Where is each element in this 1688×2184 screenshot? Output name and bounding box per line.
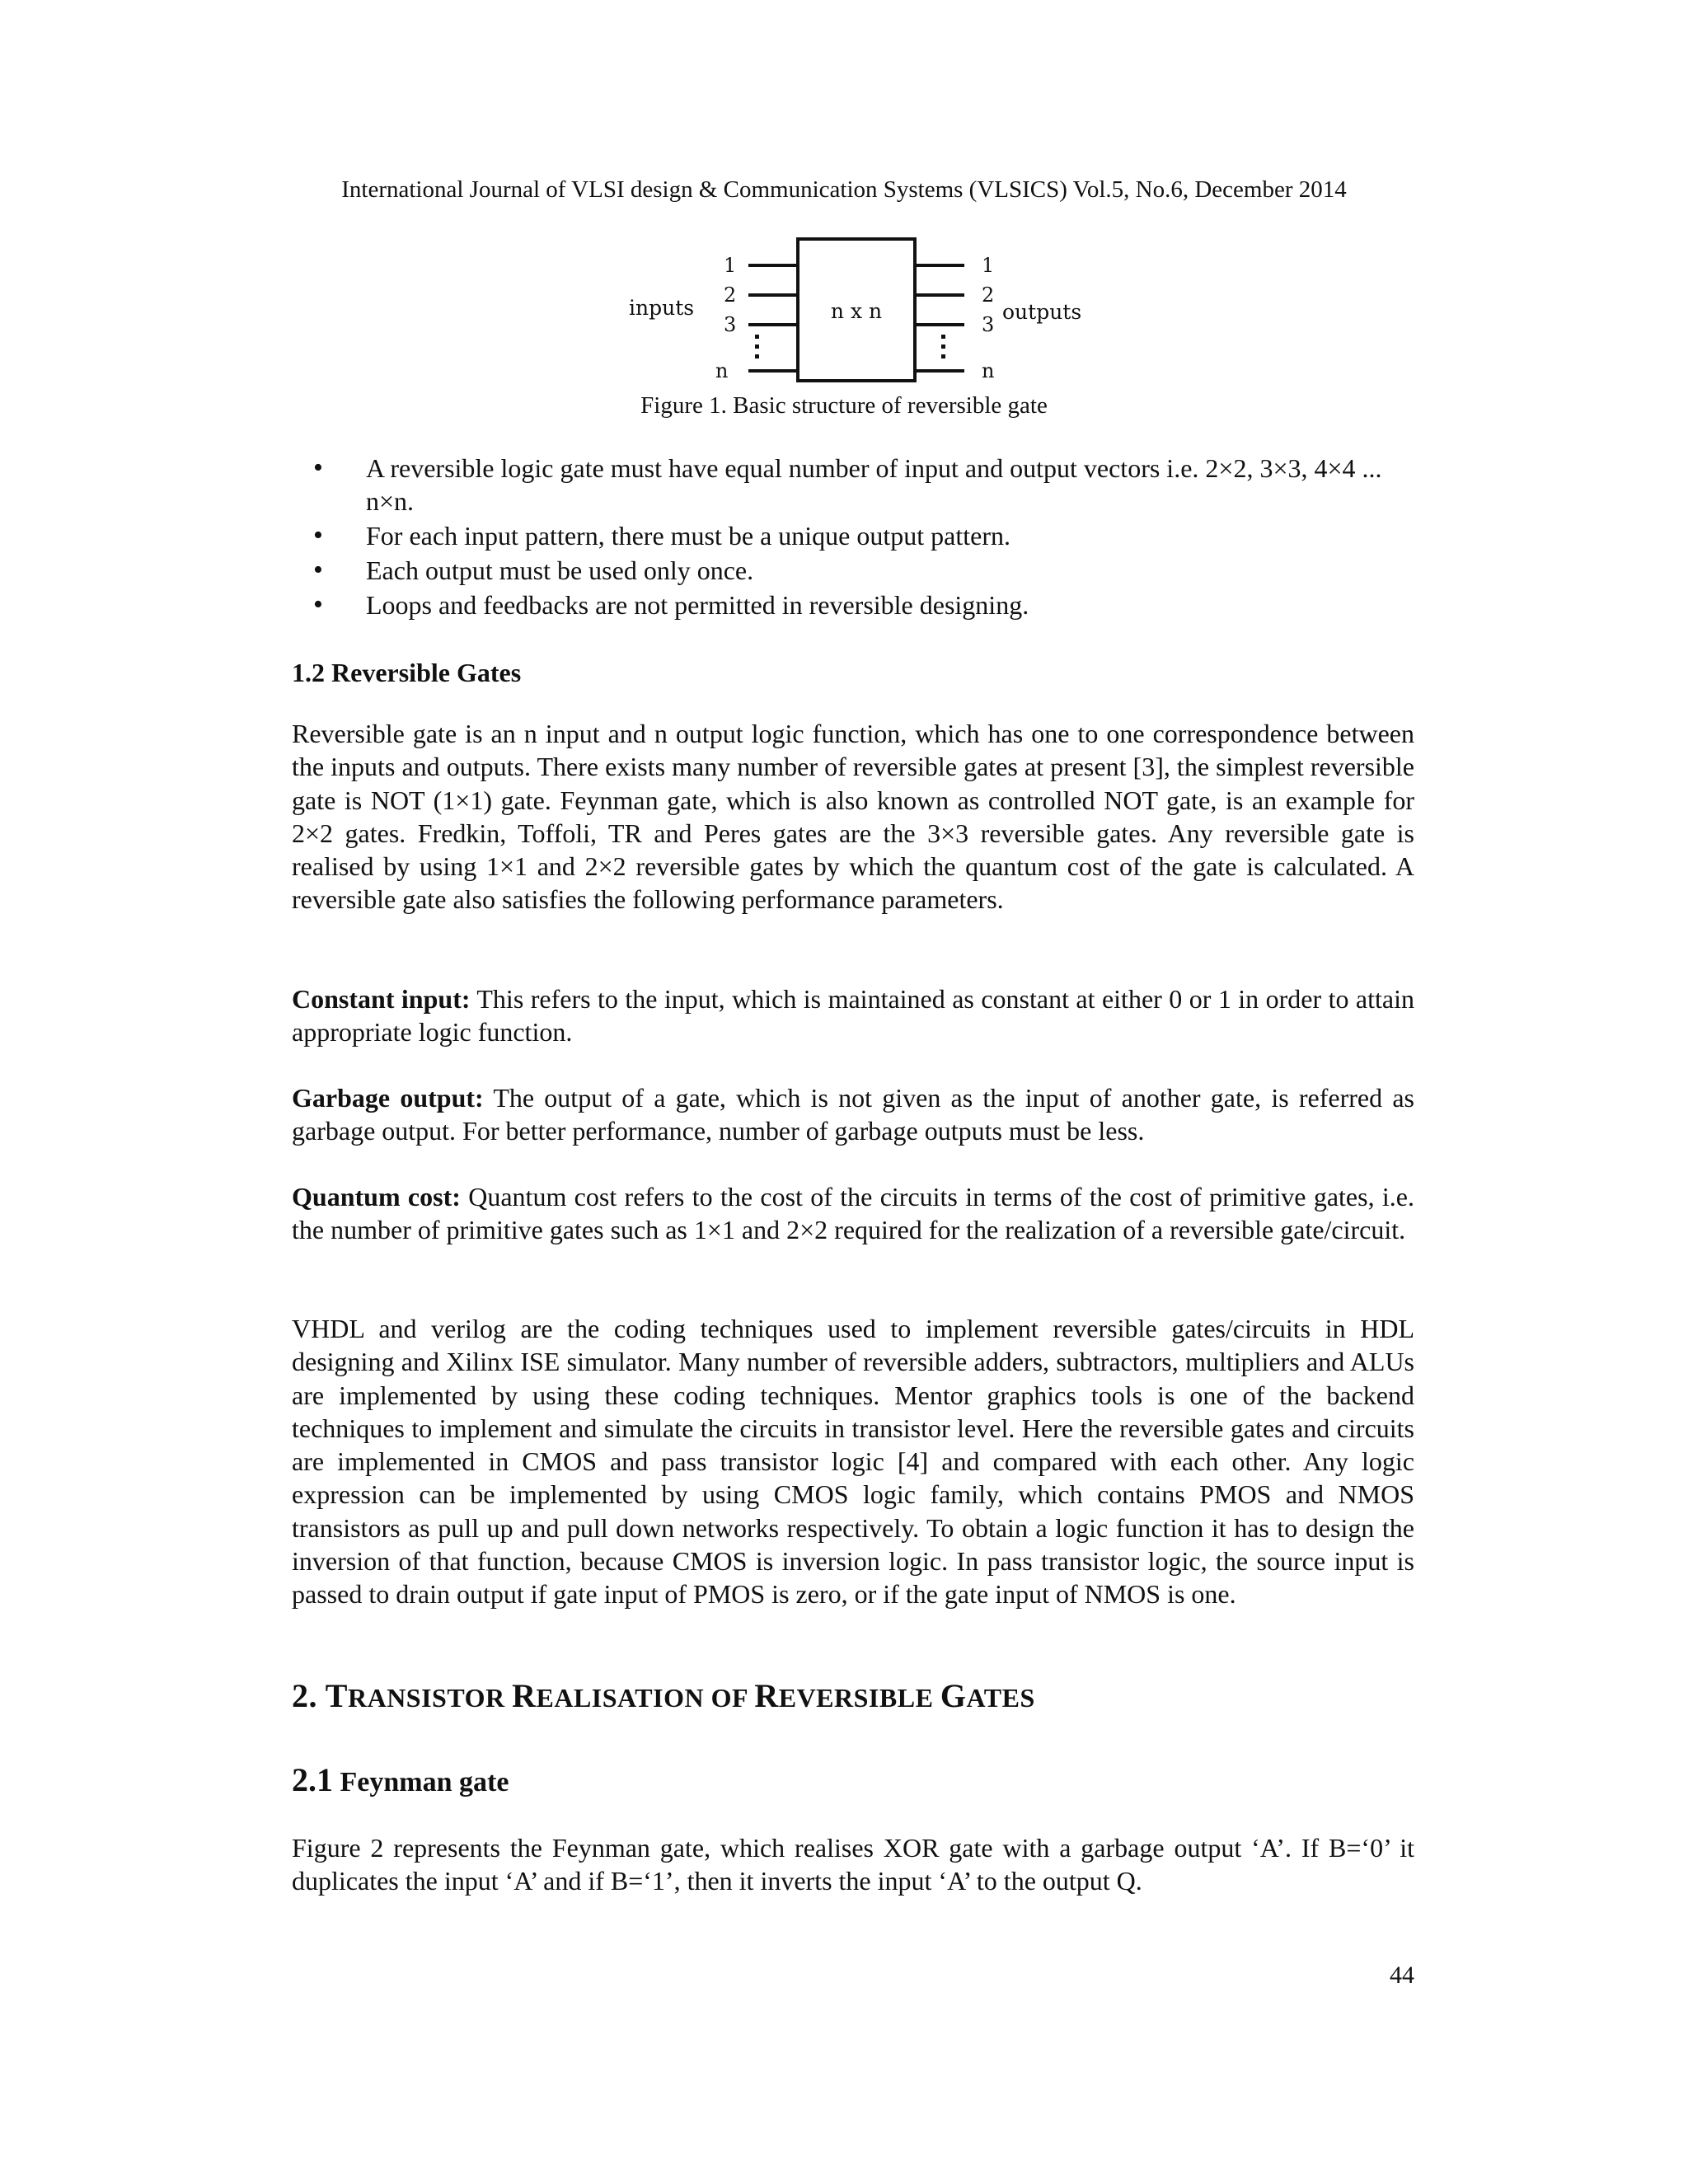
output-pin-2: 2 (982, 284, 995, 307)
figure-1-caption: Figure 1. Basic structure of reversible gate (640, 392, 1048, 419)
input-ellipsis-dots (755, 335, 759, 359)
section-1-2-heading: 1.2 Reversible Gates (292, 658, 522, 687)
outputs-label: outputs (1002, 300, 1082, 324)
bullet-icon: • (313, 589, 323, 620)
list-item: • Loops and feedbacks are not permitted in reversible designing. (313, 589, 1029, 620)
inputs-label: inputs (629, 296, 695, 320)
journal-header: International Journal of VLSI design & Communication Systems (VLSICS) Vol.5, No.6, December 2014 (341, 176, 1347, 203)
bullet-icon: • (313, 555, 323, 585)
input-pin-2: 2 (724, 284, 737, 307)
input-pin-3: 3 (724, 313, 737, 336)
output-pin-1: 1 (982, 254, 995, 277)
garbage-output-term: Garbage output: (292, 1083, 484, 1113)
section-2-heading: 2. TRANSISTOR REALISATION OF REVERSIBLE GATES (292, 1677, 1035, 1714)
output-pin-3: 3 (982, 313, 995, 336)
list-item: • Each output must be used only once. (313, 555, 754, 585)
quantum-cost-paragraph: Quantum cost: Quantum cost refers to the cost of the circuits in terms of the cost of primitive gates, i.e. the number of primitive gates such as 1×1 and 2×2 required for the realization of a reversible gate/circuit. (292, 1182, 1415, 1245)
page-number: 44 (1390, 1961, 1414, 1989)
constant-input-paragraph: Constant input: This refers to the input, which is maintained as constant at either 0 or 1 in order to attain appropriate logic function. (292, 984, 1415, 1047)
requirements-list (313, 452, 1414, 623)
section-2-1-heading: 2.1 Feynman gate (292, 1761, 509, 1798)
output-pin-n: n (982, 359, 995, 382)
bullet-icon: • (313, 520, 323, 551)
feynman-gate-paragraph: Figure 2 represents the Feynman gate, which realises XOR gate with a garbage output ‘A’. If B=‘0’ it duplicates the input ‘A’ and if B=‘1’, then it inverts the input ‘A’ to the output Q. (292, 1833, 1414, 1896)
bullet-icon: • (313, 452, 323, 483)
garbage-output-paragraph: Garbage output: The output of a gate, which is not given as the input of another gate, is referred as garbage output. For better performance, number of garbage outputs must be less. (292, 1083, 1415, 1146)
list-item: • For each input pattern, there must be a unique output pattern. (313, 520, 1010, 551)
gate-block-label: n x n (830, 299, 883, 323)
reversible-gates-paragraph: Reversible gate is an n input and n output logic function, which has one to one correspondence between the inputs and outputs. There exists many number of reversible gates at present [3], the simplest reversible gate is NOT (1×1) gate. Feynman gate, which is also known as controlled NOT gate, is an example for 2×2 gates. Fredkin, Toffoli, TR and Peres gates are the 3×3 reversible gates. Any reversible gate is realised by using 1×1 and 2×2 reversible gates by which the quantum cost of the gate is calculated. A reversible gate also satisfies the following performance parameters. (292, 719, 1414, 915)
input-pin-n: n (715, 359, 729, 382)
vhdl-paragraph: VHDL and verilog are the coding techniques used to implement reversible gates/circuits in HDL designing and Xilinx ISE simulator. Many number of reversible adders, subtractors, multipliers and ALUs are implemented by using these coding techniques. Mentor graphics tools is one of the backend techniques to implement and simulate the circuits in transistor level. Here the reversible gates and circuits are implemented in CMOS and pass transistor logic [4] and compared with each other. Any logic expression can be implemented by using CMOS logic family, which contains PMOS and NMOS transistors as pull up and pull down networks respectively. To obtain a logic function it has to design the inversion of that function, because CMOS is inversion logic. In pass transistor logic, the source input is passed to drain output if gate input of PMOS is zero, or if the gate input of NMOS is one. (292, 1314, 1414, 1610)
output-ellipsis-dots (941, 335, 945, 359)
list-item: • A reversible logic gate must have equal number of input and output vectors i.e. 2×2, 3×3, 4×4 ... n×n. (313, 452, 1382, 516)
quantum-cost-term: Quantum cost: (292, 1182, 461, 1212)
figure-1-reversible-gate-diagram (617, 232, 1103, 389)
input-pin-1: 1 (724, 254, 737, 277)
constant-input-term: Constant input: (292, 984, 471, 1014)
